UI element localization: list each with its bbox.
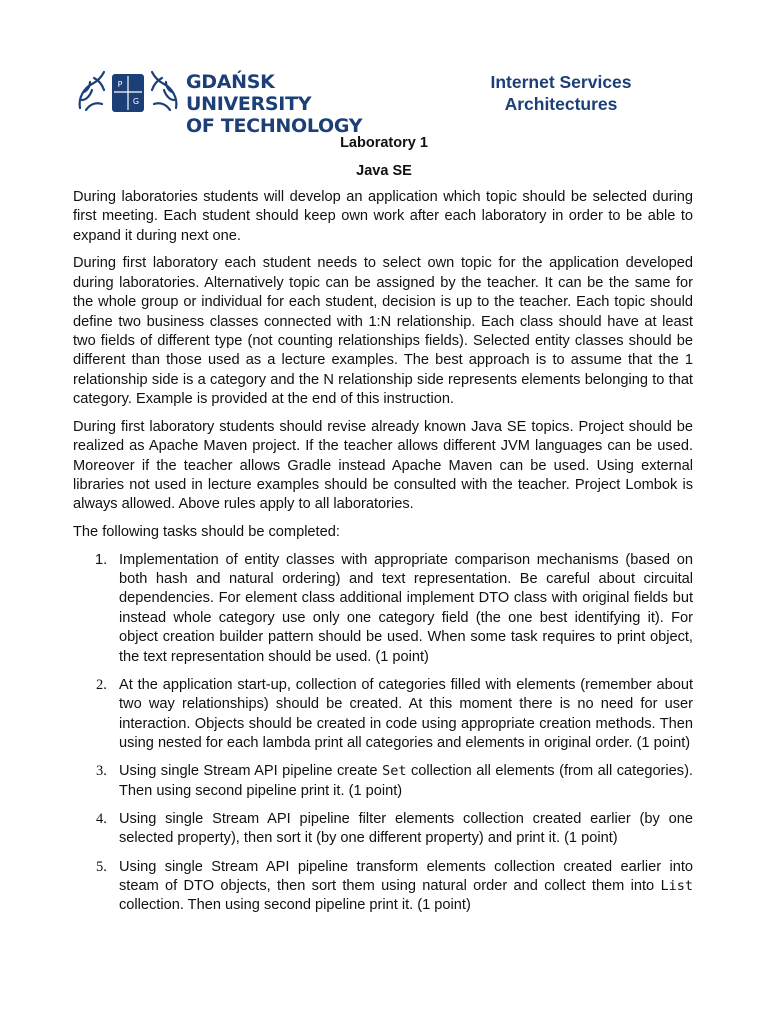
- task-item: [73, 810, 693, 849]
- document-body: [73, 188, 693, 925]
- paragraph-tasks-intro: The following tasks should be completed:: [73, 524, 340, 541]
- task-text-post: collection. Then using second pipeline print it. (1 point): [119, 897, 471, 914]
- griffin-crest-icon: [76, 70, 180, 116]
- task-text: At the application start-up, collection of categories filled with elements (remember about two way relationships) should be created. At this moment there is no need for user interaction. Objects should be created in code using appropriate creation methods. Then using nested for each lambda print all categories and elements in original order. (1 point): [119, 676, 693, 752]
- task-item: [73, 551, 693, 667]
- paragraph-topic: During first laboratory each student needs to select own topic for the application developed during laboratories. Alternatively topic can be assigned by the teacher. It can be the same for the whole group or individual for each student, decision is up to the teacher. Each topic should define two business classes connected with 1:N relationship. Each class should have at least two fields of different type (not counting relationships fields). Selected entity classes should be different than those used as a lecture examples. The best approach is to assume that the 1 relationship side is a category and the N relationship side represents elements belonging to that category. Example is provided at the end of this instruction.: [73, 255, 693, 408]
- task-number: 5.: [96, 858, 107, 875]
- university-name: [186, 71, 406, 137]
- task-code-set: Set: [382, 763, 407, 780]
- task-item: [73, 676, 693, 754]
- university-name-line1: GDAŃSK UNIVERSITY: [186, 71, 312, 115]
- lab-subtitle: Java SE: [356, 163, 412, 179]
- university-name-line2: OF TECHNOLOGY: [186, 115, 363, 137]
- task-list: [73, 551, 693, 916]
- task-text-post: collection all elements (from all categories). Then using second pipeline print it. (1 point): [119, 763, 693, 799]
- task-number: 3.: [96, 763, 107, 780]
- task-number: 2.: [96, 676, 107, 693]
- svg-text:G: G: [132, 97, 140, 106]
- task-text: Using single Stream API pipeline filter elements collection created earlier (by one selected property), then sort it (by one different property) and print it. (1 point): [119, 810, 693, 847]
- course-title: [436, 71, 686, 115]
- course-title-line2: Architectures: [504, 94, 618, 114]
- task-number: 4.: [96, 810, 107, 827]
- task-text: Implementation of entity classes with appropriate comparison mechanisms (based on both hash and natural ordering) and text representation. Be careful about circuital dependencies. For element class additional implement DTO class with original fields but instead whole category use only one category field (the one best identifying it). For object creation builder pattern should be used. When some task requires to print object, the text representation should be used. (1 point): [119, 551, 693, 665]
- task-number: 1.: [95, 551, 108, 568]
- task-item: [73, 762, 693, 801]
- task-text-pre: Using single Stream API pipeline transform elements collection created earlier into steam of DTO objects, then sort them using natural order and collect them into: [119, 858, 693, 894]
- page-header: [76, 68, 696, 137]
- task-code-list: List: [660, 877, 693, 894]
- paragraph-intro: During laboratories students will develop an application which topic should be selected during first meeting. Each student should keep own work after each laboratory in order to be able to expand it during next one.: [73, 189, 693, 244]
- lab-title: Laboratory 1: [340, 135, 428, 151]
- svg-text:P: P: [117, 80, 123, 89]
- task-text-pre: Using single Stream API pipeline create: [119, 763, 383, 780]
- paragraph-rules: During first laboratory students should revise already known Java SE topics. Project should be realized as Apache Maven project. If the teacher allows different JVM languages can be used. Moreover if the teacher allows Gradle instead Apache Maven can be used. Using external libraries not used in lecture examples should be consulted with the teacher. Project Lombok is always allowed. Above rules apply to all laboratories.: [73, 418, 693, 513]
- course-title-line1: Internet Services: [490, 72, 632, 92]
- task-item: [73, 858, 693, 916]
- university-logo: [76, 68, 406, 137]
